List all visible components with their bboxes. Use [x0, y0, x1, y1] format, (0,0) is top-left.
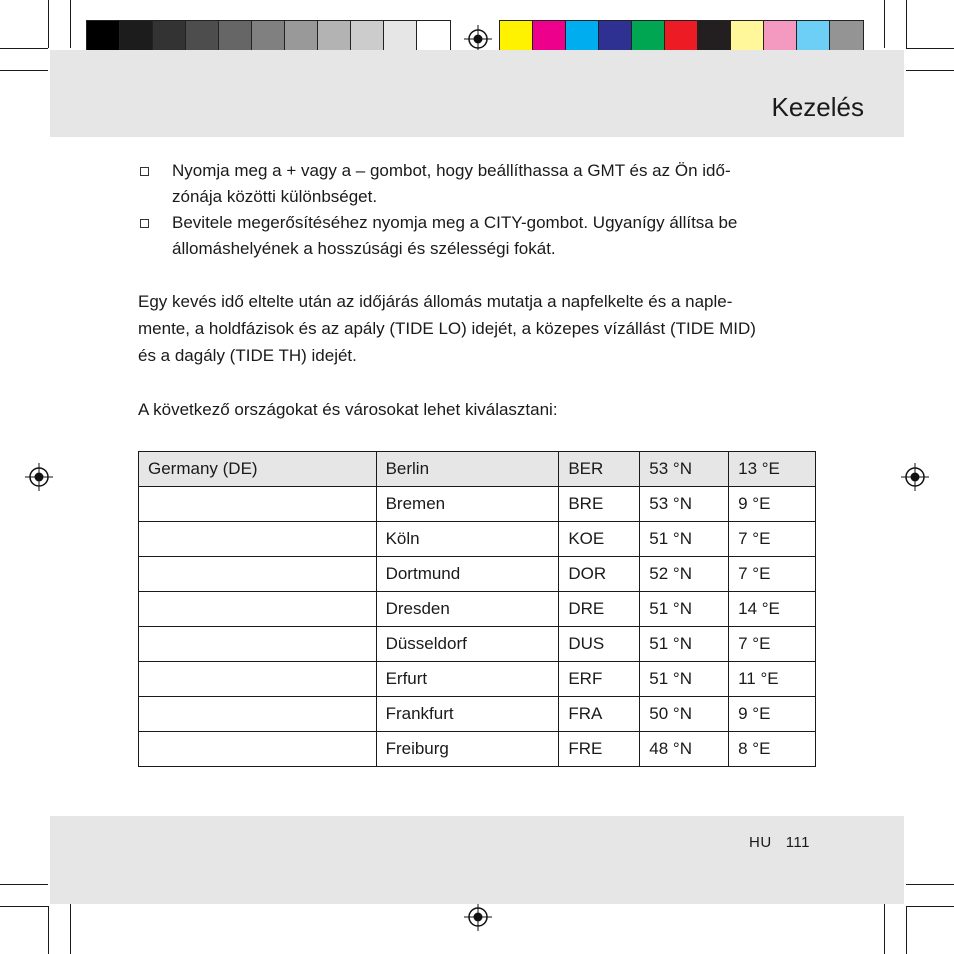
crop-mark	[70, 898, 71, 954]
table-cell-code: BRE	[559, 487, 640, 522]
table-cell-lat: 50 °N	[640, 697, 729, 732]
table-cell-lon: 11 °E	[729, 662, 816, 697]
crop-mark	[906, 884, 954, 885]
table-cell-lon: 8 °E	[729, 732, 816, 767]
table-cell-country	[139, 557, 377, 592]
paragraph-line: Egy kevés idő eltelte után az időjárás állomás mutatja a napfelkelte és a naple-	[138, 292, 733, 311]
table-cell-country	[139, 592, 377, 627]
table-cell-country	[139, 662, 377, 697]
table-cell-city: Erfurt	[376, 662, 559, 697]
table-cell-country	[139, 732, 377, 767]
table-cell-city: Düsseldorf	[376, 627, 559, 662]
table-cell-city: Köln	[376, 522, 559, 557]
body-paragraph	[138, 288, 818, 369]
table-cell-code: DRE	[559, 592, 640, 627]
instruction-list	[138, 158, 818, 262]
crop-mark	[48, 0, 49, 48]
table-row	[139, 452, 816, 487]
table-row	[139, 592, 816, 627]
table-cell-city: Bremen	[376, 487, 559, 522]
table-row	[139, 557, 816, 592]
bullet-text: zónája közötti különbséget.	[172, 187, 378, 206]
table-cell-country	[139, 487, 377, 522]
crop-mark	[906, 48, 954, 49]
table-row	[139, 732, 816, 767]
table-cell-lon: 9 °E	[729, 487, 816, 522]
table-cell-code: ERF	[559, 662, 640, 697]
table-row	[139, 627, 816, 662]
page-number: 111	[785, 834, 810, 851]
table-cell-city: Frankfurt	[376, 697, 559, 732]
page-title: Kezelés	[771, 92, 864, 122]
table-cell-lat: 51 °N	[640, 627, 729, 662]
table-cell-city: Dresden	[376, 592, 559, 627]
crop-mark	[70, 0, 71, 48]
table-cell-city: Berlin	[376, 452, 559, 487]
city-table	[138, 451, 816, 767]
table-row	[139, 487, 816, 522]
crop-mark	[0, 906, 48, 907]
table-row	[139, 697, 816, 732]
table-cell-lat: 53 °N	[640, 452, 729, 487]
crop-mark	[0, 70, 48, 71]
table-cell-country	[139, 627, 377, 662]
bullet-text: Nyomja meg a + vagy a – gombot, hogy beállíthassa a GMT és az Ön idő-	[172, 161, 731, 180]
registration-mark-icon	[24, 462, 54, 492]
footer-band	[50, 816, 904, 904]
table-cell-code: FRA	[559, 697, 640, 732]
paragraph-line: mente, a holdfázisok és az apály (TIDE LO) idejét, a közepes vízállást (TIDE MID)	[138, 319, 756, 338]
table-cell-code: DUS	[559, 627, 640, 662]
crop-mark	[906, 70, 954, 71]
table-cell-lon: 13 °E	[729, 452, 816, 487]
table-cell-lon: 7 °E	[729, 627, 816, 662]
checkbox-bullet-icon	[140, 167, 149, 176]
table-cell-lon: 9 °E	[729, 697, 816, 732]
page-footer	[749, 834, 810, 851]
table-cell-lat: 52 °N	[640, 557, 729, 592]
table-row	[139, 662, 816, 697]
table-cell-lat: 48 °N	[640, 732, 729, 767]
table-cell-city: Freiburg	[376, 732, 559, 767]
table-cell-lon: 14 °E	[729, 592, 816, 627]
crop-mark	[906, 906, 907, 954]
crop-mark	[884, 0, 885, 48]
table-cell-lat: 51 °N	[640, 522, 729, 557]
table-cell-lat: 51 °N	[640, 662, 729, 697]
table-cell-lon: 7 °E	[729, 557, 816, 592]
table-cell-code: KOE	[559, 522, 640, 557]
table-cell-country	[139, 697, 377, 732]
crop-mark	[0, 48, 48, 49]
table-cell-lat: 53 °N	[640, 487, 729, 522]
crop-mark	[0, 884, 48, 885]
table-cell-code: FRE	[559, 732, 640, 767]
crop-mark	[906, 906, 954, 907]
crop-mark	[906, 0, 907, 48]
table-cell-city: Dortmund	[376, 557, 559, 592]
bullet-text: állomáshelyének a hosszúsági és szélességi fokát.	[172, 239, 556, 258]
table-cell-country: Germany (DE)	[139, 452, 377, 487]
list-item	[138, 158, 818, 210]
checkbox-bullet-icon	[140, 219, 149, 228]
table-intro: A következő országokat és városokat lehet kiválasztani:	[138, 400, 558, 419]
crop-mark	[884, 898, 885, 954]
table-cell-lon: 7 °E	[729, 522, 816, 557]
table-cell-code: DOR	[559, 557, 640, 592]
table-cell-lat: 51 °N	[640, 592, 729, 627]
list-item	[138, 210, 818, 262]
registration-mark-icon	[463, 902, 493, 932]
crop-mark	[48, 906, 49, 954]
table-cell-country	[139, 522, 377, 557]
paragraph-line: és a dagály (TIDE TH) idejét.	[138, 346, 357, 365]
table-row	[139, 522, 816, 557]
language-code: HU	[749, 834, 772, 851]
registration-mark-icon	[900, 462, 930, 492]
bullet-text: Bevitele megerősítéséhez nyomja meg a CITY-gombot. Ugyanígy állítsa be	[172, 213, 738, 232]
table-cell-code: BER	[559, 452, 640, 487]
